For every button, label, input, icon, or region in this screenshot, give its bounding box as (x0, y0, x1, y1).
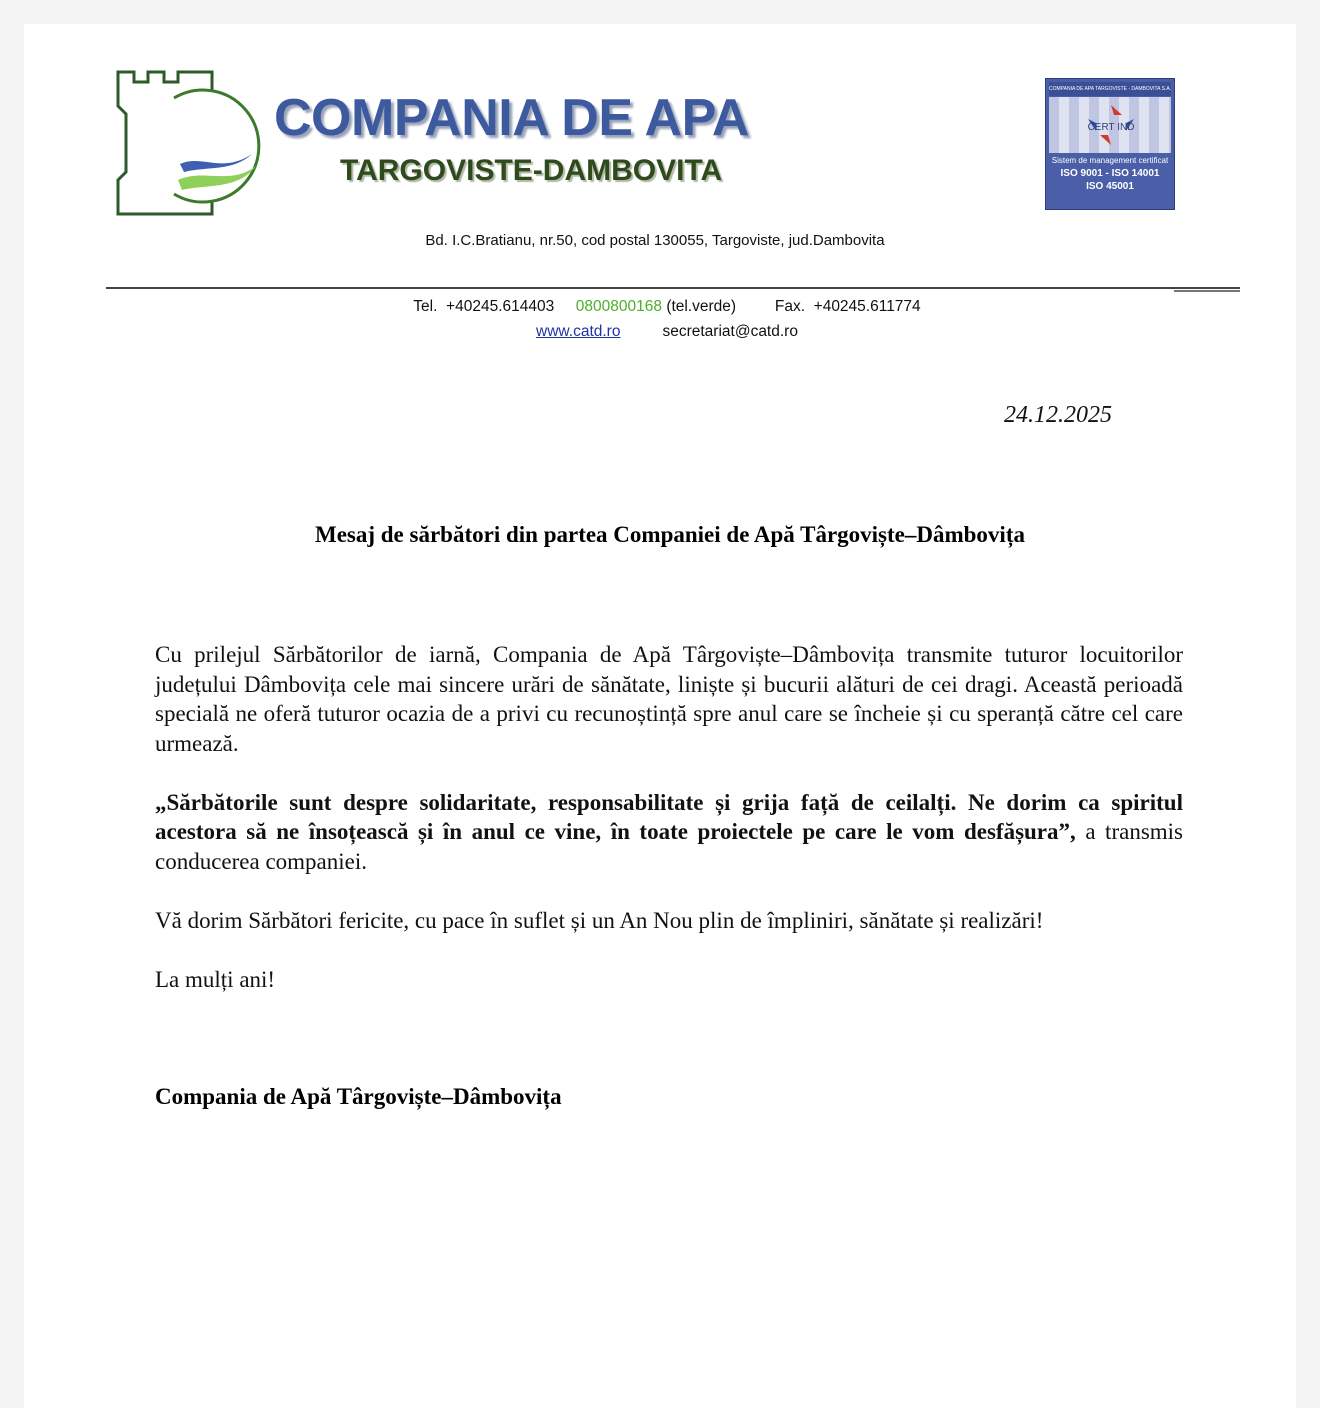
letter-page (24, 24, 1296, 1408)
company-location: TARGOVISTE-DAMBOVITA (340, 154, 723, 187)
paragraph-quote (155, 788, 1183, 877)
letter-date: 24.12.2025 (1004, 402, 1112, 428)
paragraph-greeting: Cu prilejul Sărbătorilor de iarnă, Compania de Apă Târgoviște–Dâmbovița transmite tuturor locuitorilor județului Dâmbovița cele mai sincere urări de sănătate, liniște și bucurii alături de cei dragi. Această perioadă specială ne oferă tuturor ocazia de a privi cu recunoștință spre anul care se încheie și cu speranță către cel care urmează. (155, 642, 1183, 756)
cert-brand-text: CERT IND (1087, 122, 1135, 133)
letter-body (155, 640, 1183, 1024)
cert-system-text: Sistem de management certificat (1051, 156, 1169, 165)
company-address: Bd. I.C.Bratianu, nr.50, cod postal 130055, Targoviste, jud.Dambovita (425, 232, 885, 249)
cert-iso-line1: ISO 9001 - ISO 14001 (1060, 168, 1160, 179)
certification-badge (1045, 78, 1175, 210)
tel-number[interactable]: +40245.614403 (446, 298, 555, 315)
paragraph-wishes: Vă dorim Sărbători fericite, cu pace în suflet și un An Nou plin de împliniri, sănătate și realizări! (155, 907, 1044, 933)
fax-label: Fax. (774, 298, 806, 315)
letter-title: Mesaj de sărbători din partea Companiei de Apă Târgoviște–Dâmbovița (314, 522, 1025, 547)
cert-ind-logo-icon (1076, 101, 1146, 149)
contact-phones (24, 298, 1310, 316)
header-divider (106, 287, 1240, 289)
green-line-number[interactable]: 0800800168 (575, 298, 662, 315)
letter-signature: Compania de Apă Târgoviște–Dâmbovița (155, 1084, 562, 1109)
green-line-note: (tel.verde) (666, 298, 737, 315)
quote-text: „Sărbătorile sunt despre solidaritate, responsabilitate și grija față de ceilalți. Ne dorim ca spiritul acestora să ne însoțească și în anul ce vine, în toate proiectele pe care le vom desfășura”, (155, 789, 1183, 844)
company-logo-icon (112, 68, 272, 218)
company-name: COMPANIA DE APA (274, 89, 749, 147)
quote-attribution: a transmis conducerea companiei. (155, 819, 1183, 874)
paragraph-closing: La mulți ani! (155, 966, 276, 992)
fax-number: +40245.611774 (813, 298, 921, 315)
email-address[interactable]: secretariat@catd.ro (662, 323, 798, 340)
tel-label: Tel. (413, 298, 438, 315)
website-link[interactable]: www.catd.ro (536, 323, 621, 340)
contact-online (24, 323, 1310, 341)
cert-company-name: COMPANIA DE APA TARGOVISTE - DAMBOVITA S.A. (1049, 82, 1171, 96)
cert-iso-line2: ISO 45001 (1086, 181, 1134, 192)
header-divider-accent (1174, 290, 1240, 292)
